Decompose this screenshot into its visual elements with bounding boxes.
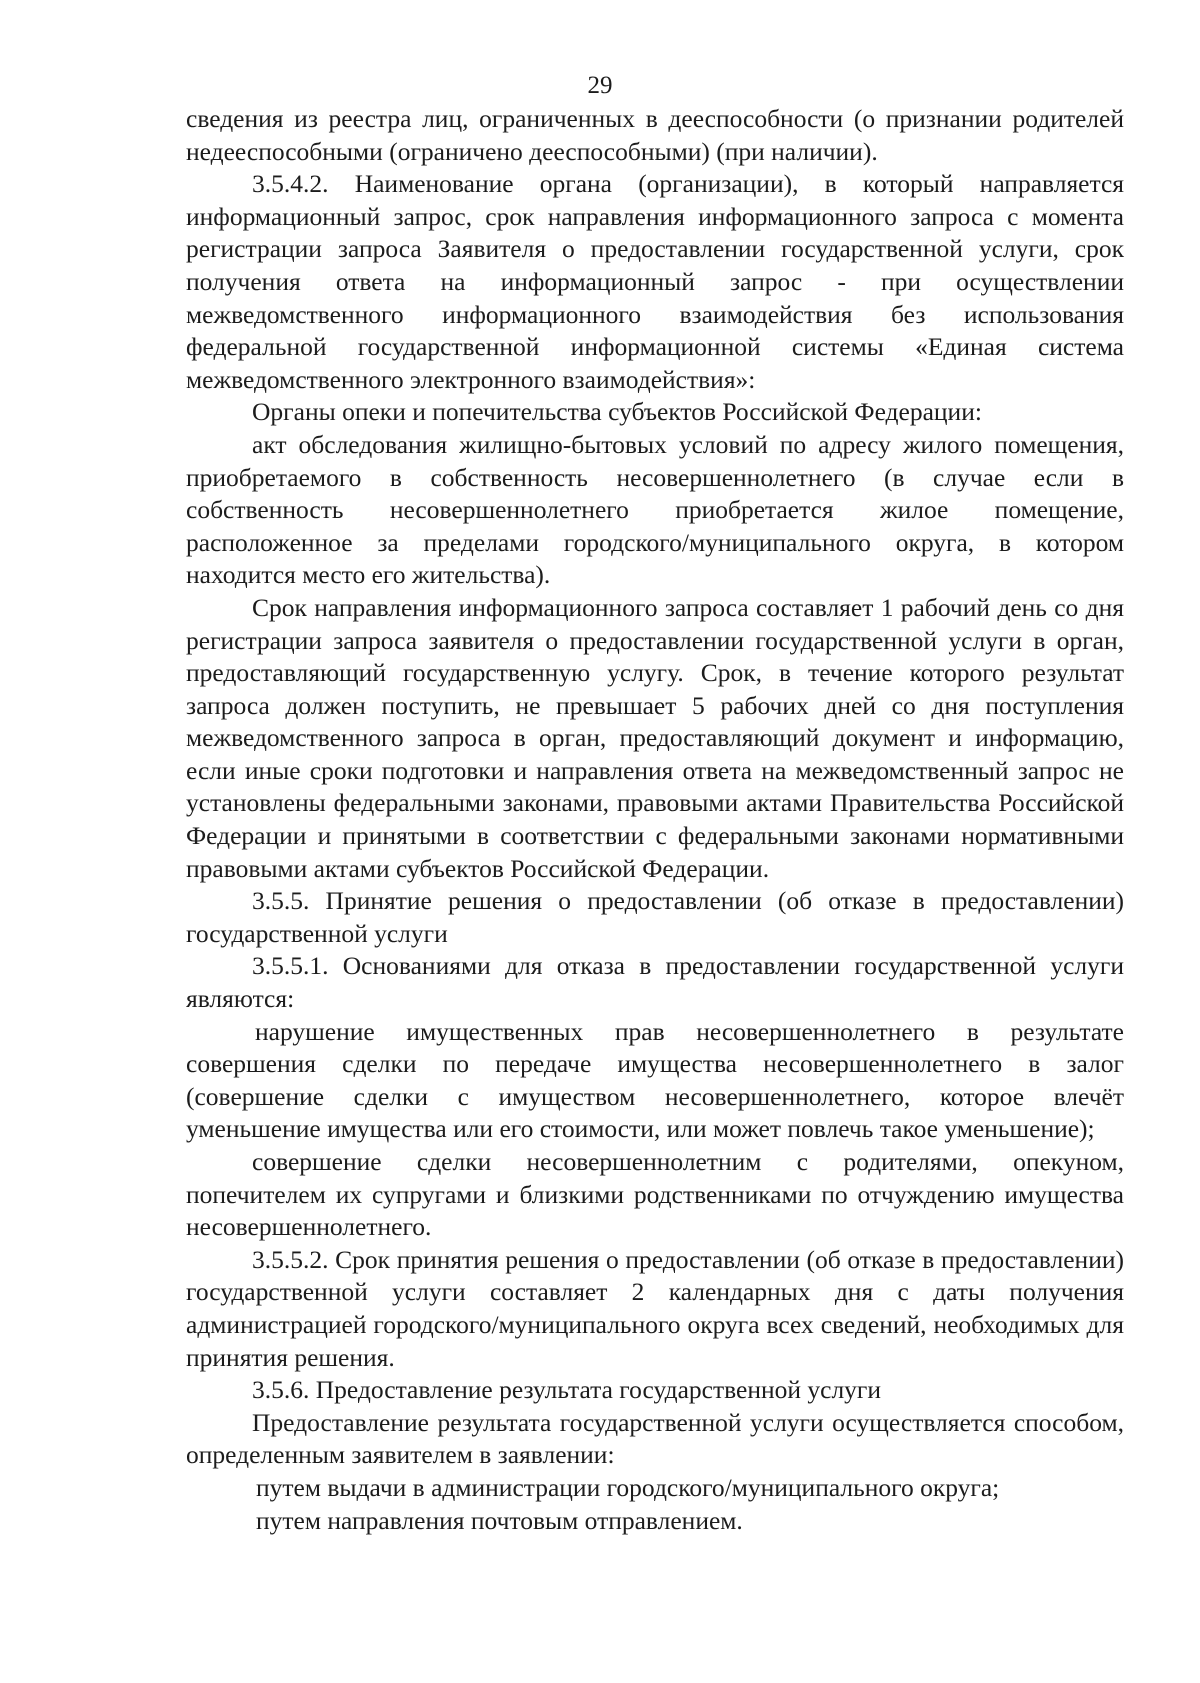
- list-item-issue-in-administration: путем выдачи в администрации городского/муниципального округа;: [256, 1472, 1000, 1502]
- paragraph-3-5-5-1: 3.5.5.1. Основаниями для отказа в предоставлении государственной услуги являются:: [186, 951, 1124, 1014]
- paragraph-property-rights: нарушение имущественных прав несовершеннолетнего в результате совершения сделки по передаче имущества несовершеннолетнего в залог (совершение сделки с имуществом несовершеннолетнего, которое влечёт уменьшение имущества или его стоимости, или может повлечь такое уменьшение);: [186, 1016, 1124, 1144]
- paragraph-3-5-5-heading: 3.5.5. Принятие решения о предоставлении (об отказе в предоставлении) государственной услуги: [186, 886, 1124, 948]
- paragraph-3-5-6-heading: 3.5.6. Предоставление результата государственной услуги: [252, 1375, 882, 1405]
- page-number: 29: [587, 72, 613, 99]
- paragraph-transaction-relatives: совершение сделки несовершеннолетним с родителями, опекуном, попечителем их супругами и близкими родственниками по отчуждению имущества несовершеннолетнего.: [186, 1147, 1124, 1242]
- paragraph-request-deadline: Срок направления информационного запроса составляет 1 рабочий день со дня регистрации запроса заявителя о предоставлении государственной услуги в орган, предоставляющий государственную услугу. Срок, в течение которого результат запроса должен поступить, не превышает 5 рабочих дней со дня поступления межведомственного запроса в орган, предоставляющий документ и информацию, если иные сроки подготовки и направления ответа на межведомственный запрос не установлены федеральными законами, правовыми актами Правительства Российской Федерации и принятыми в соответствии с федеральными законами нормативными правовыми актами субъектов Российской Федерации.: [186, 592, 1124, 883]
- paragraph-3-5-4-2: 3.5.4.2. Наименование органа (организации), в который направляется информационный запрос, срок направления информационного запроса с момента регистрации запроса Заявителя о предоставлении государственной услуги, срок получения ответа на информационный запрос - при осуществлении межведомственного информационного взаимодействия без использования федеральной государственной информационной системы «Единая система межведомственного электронного взаимодействия»:: [186, 169, 1124, 394]
- paragraph-guardianship-bodies: Органы опеки и попечительства субъектов Российской Федерации:: [252, 397, 982, 427]
- list-item-postal-delivery: путем направления почтовым отправлением.: [256, 1505, 743, 1535]
- paragraph-inspection-act: акт обследования жилищно-бытовых условий по адресу жилого помещения, приобретаемого в собственность несовершеннолетнего (в случае если в собственность несовершеннолетнего приобретается жилое помещение, расположенное за пределами городского/муниципального округа, в котором находится место его жительства).: [186, 429, 1124, 590]
- paragraph-continuation: сведения из реестра лиц, ограниченных в дееспособности (о признании родителей недееспособными (ограничено дееспособными) (при наличии).: [186, 104, 1124, 166]
- document-body: [186, 103, 1124, 1537]
- paragraph-result-method: Предоставление результата государственной услуги осуществляется способом, определенным заявителем в заявлении:: [186, 1407, 1124, 1470]
- paragraph-3-5-5-2: 3.5.5.2. Срок принятия решения о предоставлении (об отказе в предоставлении) государственной услуги составляет 2 календарных дня с даты получения администрацией городского/муниципального округа всех сведений, необходимых для принятия решения.: [186, 1244, 1124, 1372]
